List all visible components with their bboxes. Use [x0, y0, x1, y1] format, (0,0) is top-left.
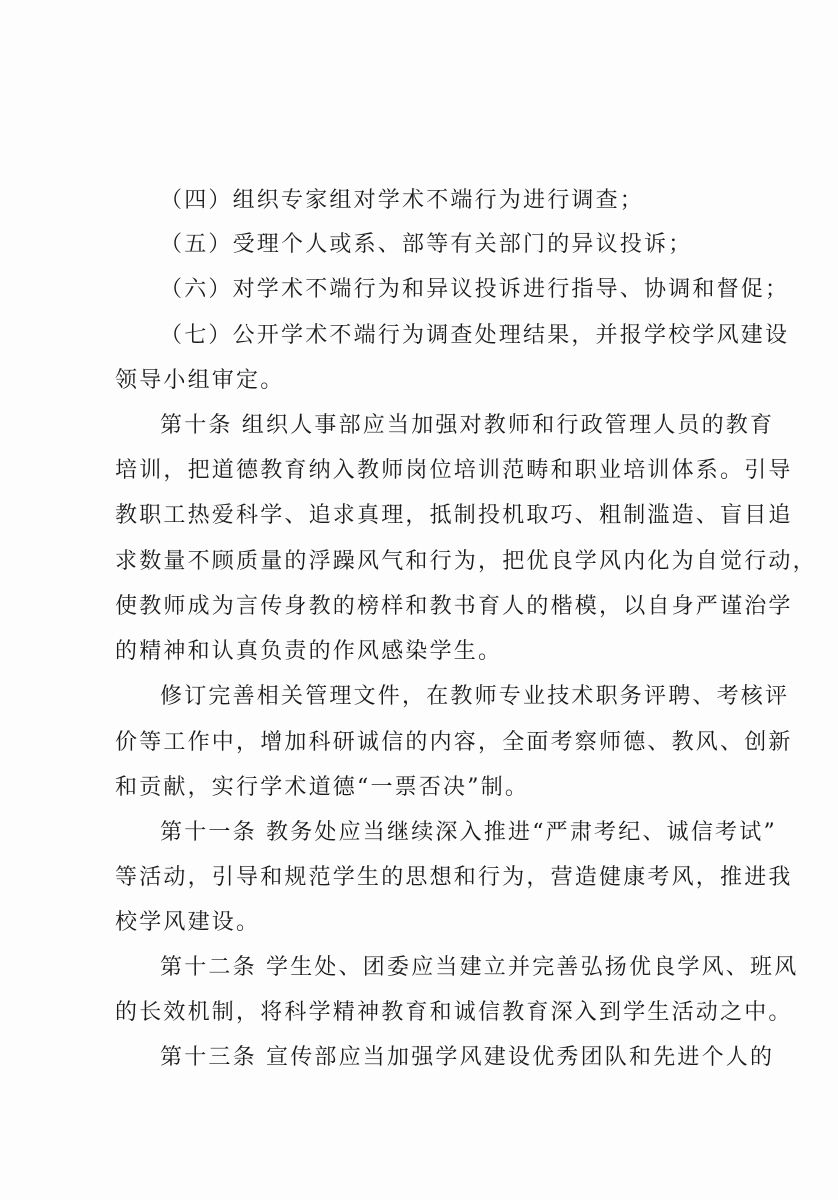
- article-13-line-1: 第十三条 宣传部应当加强学风建设优秀团队和先进个人的: [160, 1045, 775, 1070]
- article-10-line-3: 教职工热爱科学、追求真理，抵制投机取巧、粗制滥造、盲目追: [115, 503, 793, 528]
- text-line-item-4: （四）组织专家组对学术不端行为进行调查；: [160, 188, 645, 213]
- article-10-line-1: 第十条 组织人事部应当加强对教师和行政管理人员的教育: [160, 413, 775, 438]
- text-line-item-6: （六）对学术不端行为和异议投诉进行指导、协调和督促；: [160, 277, 790, 302]
- text-line-item-7-cont: 领导小组审定。: [115, 368, 285, 393]
- article-12-line-2: 的长效机制，将科学精神教育和诚信教育深入到学生活动之中。: [115, 1000, 793, 1025]
- article-11-line-1: 第十一条 教务处应当继续深入推进“严肃考纪、诚信考试”: [160, 820, 777, 845]
- revision-paragraph-line-3: 和贡献，实行学术道德“一票否决”制。: [115, 775, 530, 800]
- article-10-line-2: 培训，把道德教育纳入教师岗位培训范畴和职业培训体系。引导: [115, 458, 793, 483]
- article-10-line-5: 使教师成为言传身教的榜样和教书育人的楷模，以自身严谨治学: [115, 594, 793, 619]
- article-11-line-3: 校学风建设。: [115, 910, 261, 935]
- article-10-line-4: 求数量不顾质量的浮躁风气和行为，把优良学风内化为自觉行动，: [115, 549, 817, 574]
- text-line-item-7: （七）公开学术不端行为调查处理结果，并报学校学风建设: [160, 323, 790, 348]
- article-10-line-6: 的精神和认真负责的作风感染学生。: [115, 639, 503, 664]
- text-line-item-5: （五）受理个人或系、部等有关部门的异议投诉；: [160, 232, 693, 257]
- revision-paragraph-line-2: 价等工作中，增加科研诚信的内容，全面考察师德、教风、创新: [115, 730, 793, 755]
- article-12-line-1: 第十二条 学生处、团委应当建立并完善弘扬优良学风、班风: [160, 955, 799, 980]
- article-11-line-2: 等活动，引导和规范学生的思想和行为，营造健康考风，推进我: [115, 865, 793, 890]
- revision-paragraph-line-1: 修订完善相关管理文件，在教师专业技术职务评聘、考核评: [160, 684, 790, 709]
